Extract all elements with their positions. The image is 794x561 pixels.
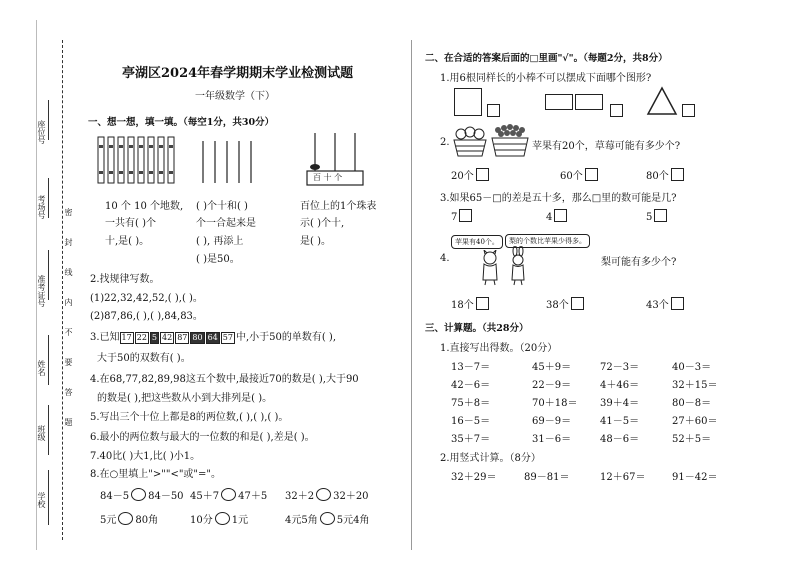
calc-item: 75＋8＝: [451, 398, 491, 409]
answer-box[interactable]: [610, 104, 623, 117]
q1-col2-line3: ( ), 再添上: [196, 236, 244, 247]
q1-col2-line1: ( )个十和( ): [196, 201, 248, 212]
section2-heading: 二、在合适的答案后面的□里画"√"。（每题2分，共8分）: [425, 53, 668, 64]
vertical-calc-item: 12＋67＝: [600, 472, 646, 483]
exam-subtitle: 一年级数学（下）: [195, 91, 275, 102]
seal-dash-line: [62, 40, 63, 540]
s2-q2-option: 20个: [451, 167, 489, 182]
s2-q3-option: 7: [451, 209, 472, 223]
s2-q4-number: 4.: [440, 253, 450, 264]
calc-item: 80－8＝: [672, 398, 712, 409]
number-cell: 17: [121, 333, 132, 342]
field-name: 姓名: [37, 360, 46, 376]
answer-box[interactable]: [571, 297, 584, 310]
field-exam-room: 考场号: [37, 195, 46, 219]
answer-line-3: [48, 250, 49, 300]
s2-q1: 1.用6根同样长的小棒不可以摆成下面哪个图形?: [440, 73, 652, 84]
answer-box[interactable]: [682, 104, 695, 117]
compare-circle[interactable]: [320, 512, 335, 525]
compare-circle[interactable]: [131, 488, 146, 501]
seal-char: 内: [64, 298, 73, 306]
field-school: 学校: [37, 492, 46, 508]
answer-line-6: [48, 470, 49, 525]
s2-q2-option: 60个: [560, 167, 598, 182]
calc-item: 13－7＝: [451, 362, 491, 373]
calc-item: 69－9＝: [532, 416, 572, 427]
strawberry-basket-image: [490, 122, 530, 161]
number-cell: 87: [177, 333, 188, 342]
calc-item: 52＋5＝: [672, 434, 712, 445]
number-cell: 22: [136, 333, 147, 342]
q3-line1: [90, 328, 336, 344]
s2-q2-text: 苹果有20个，草莓可能有多少个?: [532, 141, 681, 152]
compare-item: 32＋2 32＋20: [285, 487, 369, 502]
q1-col1-line2: 一共有( )个: [105, 218, 156, 229]
q1-col3-line3: 是( )。: [300, 236, 331, 247]
shape-rectangles: [545, 94, 603, 108]
calc-item: 45＋9＝: [532, 362, 572, 373]
answer-box[interactable]: [459, 209, 472, 222]
answer-box[interactable]: [476, 297, 489, 310]
compare-circle[interactable]: [118, 512, 133, 525]
compare-item: 45＋7 47＋5: [190, 487, 267, 502]
q8-prompt: 8.在○里填上">""<"或"="。: [90, 469, 222, 480]
calc-item: 31－6＝: [532, 434, 572, 445]
seal-char: 封: [64, 238, 73, 246]
compare-circle[interactable]: [215, 512, 230, 525]
q4-line2: 的数是( ),把这些数从小到大排列是( )。: [97, 393, 273, 404]
s2-q3-option: 4: [546, 209, 567, 223]
seal-char: 不: [64, 328, 73, 336]
seal-char: 密: [64, 208, 73, 216]
compare-circle[interactable]: [316, 488, 331, 501]
bundled-sticks-image: [96, 131, 182, 187]
s2-q4-option: 18个: [451, 296, 489, 311]
q1-col1-line1: 10 个 10 个地数,: [105, 201, 184, 212]
compare-item: 5元 80角: [100, 511, 158, 526]
answer-box[interactable]: [487, 104, 500, 117]
seal-char: 线: [64, 268, 73, 276]
abacus-label: 百 十 个: [313, 173, 343, 182]
shape-square: [454, 88, 482, 116]
q1-col3-line1: 百位上的1个珠表: [300, 201, 377, 212]
answer-box[interactable]: [554, 209, 567, 222]
q1-col2-line4: ( )是50。: [196, 254, 240, 265]
field-seat-number: 座位号: [37, 120, 46, 144]
answer-box[interactable]: [671, 297, 684, 310]
vertical-calc-item: 91－42＝: [672, 472, 718, 483]
s2-q2-option: 80个: [646, 167, 684, 182]
calc-item: 39＋4＝: [600, 398, 640, 409]
field-admission-number: 准考证号: [37, 275, 46, 307]
speech-bubble-apples: 苹果有40个。: [451, 235, 503, 249]
q1-col2-line2: 个一合起来是: [196, 218, 256, 229]
calc-item: 41－5＝: [600, 416, 640, 427]
answer-line-2: [48, 178, 49, 218]
answer-box[interactable]: [671, 168, 684, 181]
compare-circle[interactable]: [221, 488, 236, 501]
q2-line1: (1)22,32,42,52,( ),( )。: [90, 293, 203, 304]
field-class: 班级: [37, 425, 46, 441]
page-divider: [411, 40, 412, 550]
answer-box[interactable]: [476, 168, 489, 181]
number-cell: 42: [162, 333, 173, 342]
q2-prompt: 2.找规律写数。: [90, 274, 160, 285]
answer-box[interactable]: [654, 209, 667, 222]
rabbit-character-image: [506, 246, 530, 289]
calc-item: 40－3＝: [672, 362, 712, 373]
answer-line-1: [48, 100, 49, 140]
number-cell: 57: [222, 333, 233, 342]
section3-heading: 三、计算题。（共28分）: [425, 323, 529, 334]
number-cell: 80: [192, 333, 203, 342]
q3-post: 中,小于50的单数有( ),: [235, 332, 337, 343]
q5: 5.写出三个十位上都是8的两位数,( ),( ),( )。: [90, 412, 289, 423]
s3-sub1: 1.直接写出得数。（20分）: [440, 343, 558, 354]
abacus-image: [305, 131, 365, 187]
calc-item: 48－6＝: [600, 434, 640, 445]
vertical-calc-item: 89－81＝: [524, 472, 570, 483]
speech-bubble-pears: 梨的个数比苹果少得多。: [505, 234, 590, 248]
s2-q3-option: 5: [646, 209, 667, 223]
number-cell: 5: [151, 333, 158, 342]
calc-item: 42－6＝: [451, 380, 491, 391]
vertical-calc-item: 32＋29＝: [451, 472, 497, 483]
s2-q4-option: 43个: [646, 296, 684, 311]
s2-q2-number: 2.: [440, 137, 450, 148]
answer-box[interactable]: [585, 168, 598, 181]
s3-sub2: 2.用竖式计算。（8分）: [440, 453, 541, 464]
q2-line2: (2)87,86,( ),( ),84,83。: [90, 311, 203, 322]
shape-triangle: [646, 86, 678, 119]
q1-col3-line2: 示( )个十,: [300, 218, 345, 229]
seal-char: 题: [64, 418, 73, 426]
q6: 6.最小的两位数与最大的一位数的和是( ),差是( )。: [90, 432, 315, 443]
section1-heading: 一、想一想，填一填。（每空1分，共30分）: [88, 117, 275, 128]
compare-item: 4元5角 5元4角: [285, 511, 369, 526]
q3-line2: 大于50的双数有( )。: [97, 353, 191, 364]
q7: 7.40比( )大1,比( )小1。: [90, 451, 201, 462]
calc-item: 32＋15＝: [672, 380, 718, 391]
number-cell: 64: [207, 333, 218, 342]
exam-title: 亭湖区2024年春学期期末学业检测试题: [122, 66, 354, 81]
q4-line1: 4.在68,77,82,89,98这五个数中,最接近70的数是( ),大于90: [90, 374, 359, 385]
s2-q3-text: 3.如果65－□的差是五十多，那么□里的数可能是几?: [440, 193, 677, 204]
seal-char: 要: [64, 358, 73, 366]
apple-basket-image: [452, 124, 488, 161]
calc-item: 35＋7＝: [451, 434, 491, 445]
calc-item: 16－5＝: [451, 416, 491, 427]
answer-line-4: [48, 335, 49, 385]
compare-item: 10分 1元: [190, 511, 248, 526]
calc-item: 70＋18＝: [532, 398, 578, 409]
calc-item: 22－9＝: [532, 380, 572, 391]
cat-character-image: [478, 250, 502, 289]
calc-item: 72－3＝: [600, 362, 640, 373]
compare-item: 84－5 84－50: [100, 487, 184, 502]
q3-pre: 3.已知: [90, 332, 120, 343]
seal-char: 答: [64, 388, 73, 396]
s2-q4-option: 38个: [546, 296, 584, 311]
q1-col1-line3: 十,是( )。: [105, 236, 150, 247]
calc-item: 4＋46＝: [600, 380, 640, 391]
s2-q4-text: 梨可能有多少个?: [601, 257, 677, 268]
single-sticks-image: [197, 137, 257, 187]
calc-item: 27＋60＝: [672, 416, 718, 427]
answer-line-5: [48, 405, 49, 455]
